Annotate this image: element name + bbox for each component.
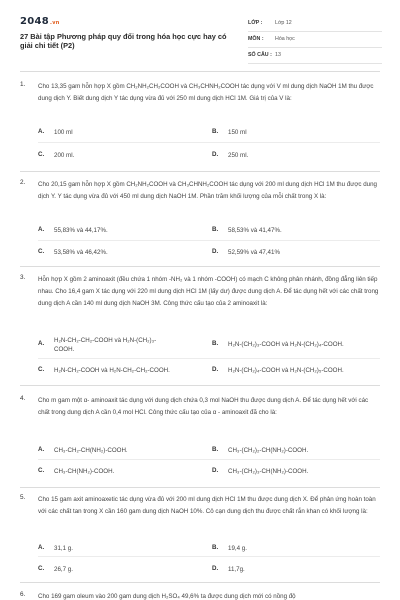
meta-value: Hóa học: [275, 36, 295, 42]
meta-row-count: [248, 48, 382, 64]
document-header: [20, 14, 380, 60]
option-text: 53,58% và 46,42%.: [54, 249, 108, 256]
option-text: CH₃-CH₂-CH(NH₂)-COOH.: [54, 447, 128, 454]
option-label: C.: [38, 565, 45, 572]
question-divider: [20, 385, 380, 386]
site-logo[interactable]: [20, 16, 60, 27]
option-label: D.: [212, 151, 219, 158]
option-divider: [38, 358, 380, 359]
option-label: A.: [38, 446, 45, 453]
option-text: 52,59% và 47,41%: [228, 249, 280, 256]
option-text: 58,53% và 41,47%.: [228, 227, 282, 234]
option-text: H₂N-CH₂-COOH và H₂N-CH₂-CH₂-COOH.: [54, 367, 170, 374]
header-divider: [20, 71, 380, 72]
option-text: H₂N-(CH₂)₄-COOH và H₂N-(CH₂)₅-COOH.: [228, 367, 344, 374]
option-label: C.: [38, 467, 45, 474]
question-number: 5.: [20, 494, 26, 501]
question-divider: [20, 487, 380, 488]
option-divider: [38, 240, 380, 241]
option-label: D.: [212, 366, 219, 373]
option-label: C.: [38, 366, 45, 373]
option-text: 100 ml: [54, 129, 73, 136]
question-3: [20, 274, 380, 394]
meta-row-subject: [248, 32, 382, 48]
option-text: 200 ml.: [54, 152, 75, 159]
option-divider: [38, 459, 380, 460]
logo-suffix: .vn: [50, 20, 60, 26]
option-text: 31,1 g.: [54, 545, 73, 552]
option-label: C.: [38, 151, 45, 158]
option-label: B.: [212, 128, 219, 135]
question-text: Cho 15 gam axit aminoaxetic tác dụng vừa đủ với 200 ml dung dịch HCl 1M thu được dung dịch X. Để phản ứng hoàn toàn với các chất tan trong X cần 160 gam dung dịch NaOH 10%. Cô cạn dung dịch thu được chất rắn khan có khối lượng là:: [38, 496, 376, 515]
meta-value: Lớp 12: [275, 20, 292, 26]
option-divider: [38, 556, 380, 557]
question-text: Cho 13,35 gam hỗn hợp X gồm CH₂NH₂CH₂COOH và CH₃CHNH₂COOH tác dụng với V ml dung dịch NaOH 1M thu được dung dịch Y. Biết dung dịch Y tác dụng vừa đủ với 250 ml dung dịch HCl 1M. Giá trị của V là:: [38, 83, 374, 102]
option-label: D.: [212, 565, 219, 572]
option-label: D.: [212, 467, 219, 474]
question-1: [20, 81, 380, 181]
meta-key: MÔN :: [248, 36, 264, 42]
meta-value: 13: [275, 52, 281, 58]
option-text: 55,83% và 44,17%.: [54, 227, 108, 234]
logo-text: 2048: [20, 16, 50, 27]
question-divider: [20, 582, 380, 583]
option-text: 19,4 g.: [228, 545, 247, 552]
question-number: 6.: [20, 591, 26, 598]
question-number: 3.: [20, 274, 26, 281]
question-4: [20, 395, 380, 491]
option-label: B.: [212, 446, 219, 453]
meta-key: LỚP :: [248, 20, 263, 26]
question-text: Cho 20,15 gam hỗn hợp X gồm CH₂NH₂COOH và CH₃CHNH₂COOH tác dụng với 200 ml dung dịch HCl 1M thu được dung dịch Y. Y tác dụng vừa đủ với 450 ml dung dịch NaOH 1M. Phần trăm khối lượng của mỗi chất trong X là:: [38, 181, 377, 200]
option-text: CH₃-(CH₂)₂-CH(NH₂)-COOH.: [228, 447, 309, 454]
option-text: 250 ml.: [228, 152, 249, 159]
option-text: 26,7 g.: [54, 566, 73, 573]
meta-table: [248, 16, 382, 64]
option-label: A.: [38, 340, 45, 347]
option-text: CH₃-CH(NH₂)-COOH.: [54, 468, 115, 475]
option-label: A.: [38, 226, 45, 233]
option-text: 150 ml: [228, 129, 247, 136]
question-number: 1.: [20, 81, 26, 88]
question-2: [20, 179, 380, 271]
meta-key: SỐ CÂU :: [248, 52, 272, 58]
question-divider: [20, 266, 380, 267]
question-number: 2.: [20, 179, 26, 186]
question-divider: [20, 171, 380, 172]
option-label: A.: [38, 544, 45, 551]
option-label: D.: [212, 248, 219, 255]
page-title: 27 Bài tập Phương pháp quy đổi trong hóa học cực hay có giải chi tiết (P2): [20, 32, 227, 51]
option-text: 11,7g.: [228, 566, 245, 573]
option-label: B.: [212, 226, 219, 233]
option-text: H₂N-(CH₂)₃-COOH và H₂N-(CH₂)₄-COOH.: [228, 341, 344, 348]
option-text: CH₃-(CH₂)₃-CH(NH₂)-COOH.: [228, 468, 309, 475]
question-6: [20, 591, 380, 600]
option-label: B.: [212, 544, 219, 551]
option-label: B.: [212, 340, 219, 347]
question-text: Cho 169 gam oleum vào 200 gam dung dịch H₂SO₄ 49,6% ta được dung dịch mới có nồng độ: [38, 593, 296, 600]
option-label: C.: [38, 248, 45, 255]
meta-row-class: [248, 16, 382, 32]
option-text: H₂N-CH₂-CH₂-COOH và H₂N-(CH₂)₃-COOH.: [54, 337, 157, 353]
question-text: Hỗn hợp X gồm 2 aminoaxit (đều chứa 1 nhóm -NH₂ và 1 nhóm -COOH) có mạch C không phân nhánh, đồng đẳng liên tiếp nhau. Cho 16,4 gam X tác dụng với 220 ml dung dịch HCl 1M (lấy dư) được dung dịch A. Để tác dụng hết với các chất trong dung dịch A cần 140 ml dung dịch NaOH 3M. Công thức cấu tạo của 2 aminoaxit là:: [38, 276, 379, 307]
option-divider: [38, 142, 380, 143]
question-number: 4.: [20, 395, 26, 402]
question-5: [20, 494, 380, 586]
option-label: A.: [38, 128, 45, 135]
question-text: Cho m gam một α- aminoaxit tác dụng với dung dịch chứa 0,3 mol NaOH thu được dung dịch A. Để tác dụng hết với các chất trong dung dịch A cần 0,4 mol HCl. Công thức cấu tạo của α - aminoaxit đã cho là:: [38, 397, 369, 416]
